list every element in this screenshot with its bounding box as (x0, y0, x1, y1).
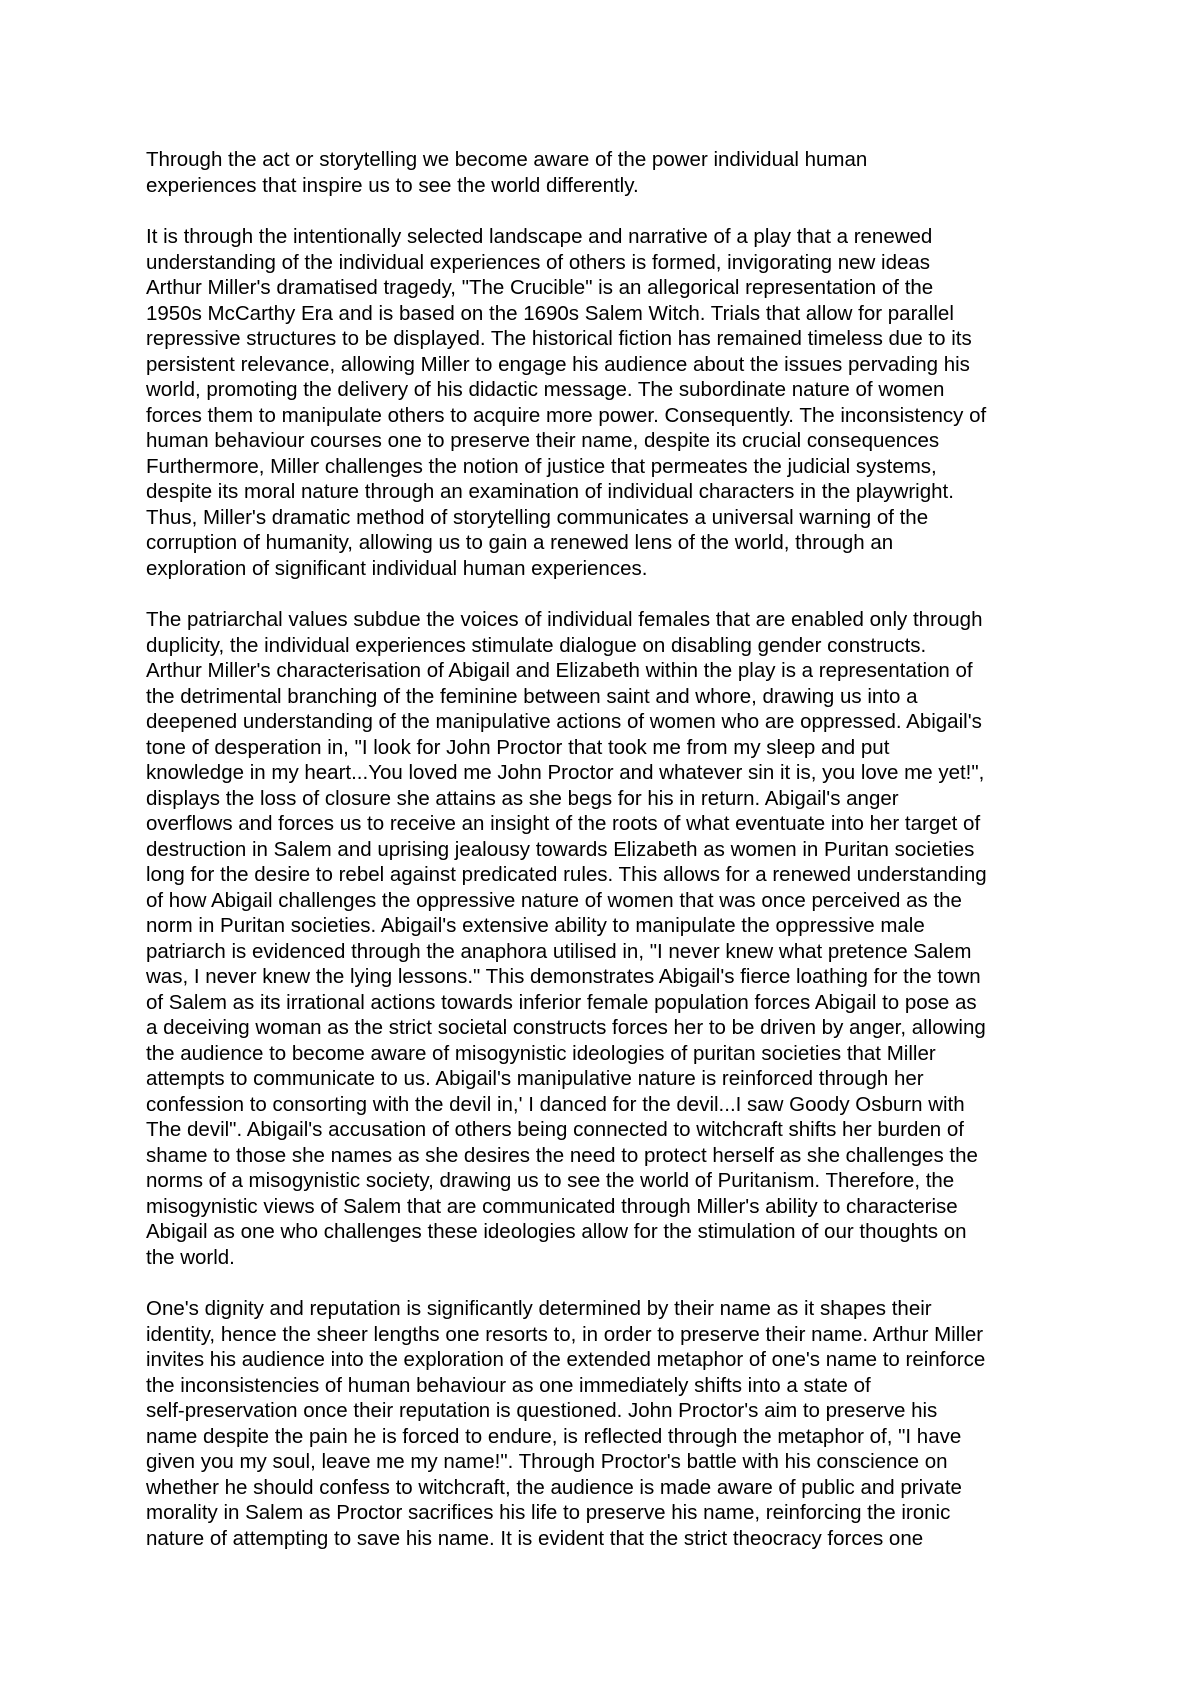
document-page (146, 147, 1076, 1577)
text-line: a deceiving woman as the strict societal constructs forces her to be driven by anger, allowing (146, 1016, 986, 1039)
text-line: the detrimental branching of the feminine between saint and whore, drawing us into a (146, 684, 918, 708)
text-line: norms of a misogynistic society, drawing us to see the world of Puritanism. Therefore, the (146, 1169, 955, 1192)
text-line: understanding of the individual experiences of others is formed, invigorating new ideas (146, 250, 931, 274)
text-line: The patriarchal values subdue the voices of individual females that are enabled only through (146, 608, 983, 631)
text-line: The devil". Abigail's accusation of others being connected to witchcraft shifts her burden of (146, 1118, 964, 1141)
text-line: the world. (146, 1245, 235, 1269)
paragraph (146, 607, 1076, 1270)
text-line: misogynistic views of Salem that are communicated through Miller's ability to characterise (146, 1194, 958, 1218)
text-line: displays the loss of closure she attains as she begs for his in return. Abigail's anger (146, 786, 899, 810)
text-line: morality in Salem as Proctor sacrifices his life to preserve his name, reinforcing the ironic (146, 1501, 951, 1524)
text-line: tone of desperation in, "I look for John Proctor that took me from my sleep and put (146, 735, 890, 759)
text-line: overflows and forces us to receive an insight of the roots of what eventuate into her target of (146, 812, 981, 835)
text-line: human behaviour courses one to preserve their name, despite its crucial consequences (146, 429, 940, 452)
text-line: persistent relevance, allowing Miller to engage his audience about the issues pervading his (146, 352, 970, 376)
text-line: Thus, Miller's dramatic method of storytelling communicates a universal warning of the (146, 505, 929, 529)
text-line: knowledge in my heart...You loved me John Proctor and whatever sin it is, you love me yet!", (146, 761, 985, 784)
text-line: identity, hence the sheer lengths one resorts to, in order to preserve their name. Arthur Miller (146, 1322, 984, 1346)
text-line: corruption of humanity, allowing us to gain a renewed lens of the world, through an (146, 531, 894, 554)
text-line: duplicity, the individual experiences stimulate dialogue on disabling gender constructs. (146, 633, 927, 657)
text-line: patriarch is evidenced through the anaphora utilised in, "I never knew what pretence Salem (146, 939, 972, 963)
text-line: repressive structures to be displayed. The historical fiction has remained timeless due to its (146, 327, 972, 350)
text-line: One's dignity and reputation is significantly determined by their name as it shapes their (146, 1297, 932, 1320)
text-line: self-preservation once their reputation is questioned. John Proctor's aim to preserve his (146, 1399, 938, 1422)
text-line: of Salem as its irrational actions towards inferior female population forces Abigail to pose as (146, 990, 977, 1014)
text-line: whether he should confess to witchcraft, the audience is made aware of public and private (146, 1475, 962, 1499)
text-line: Arthur Miller's dramatised tragedy, "The Crucible" is an allegorical representation of the (146, 276, 934, 299)
text-line: shame to those she names as she desires the need to protect herself as she challenges the (146, 1143, 978, 1167)
text-line: the inconsistencies of human behaviour as one immediately shifts into a state of (146, 1373, 871, 1397)
paragraph (146, 147, 1076, 198)
text-line: Abigail as one who challenges these ideologies allow for the stimulation of our thoughts on (146, 1220, 967, 1243)
text-line: of how Abigail challenges the oppressive nature of women that was once perceived as the (146, 888, 962, 912)
text-line: Furthermore, Miller challenges the notion of justice that permeates the judicial systems, (146, 454, 937, 478)
paragraph (146, 1296, 1076, 1551)
text-line: norm in Puritan societies. Abigail's extensive ability to manipulate the oppressive male (146, 914, 925, 937)
text-line: given you my soul, leave me my name!". Through Proctor's battle with his conscience on (146, 1450, 948, 1473)
text-line: Through the act or storytelling we become aware of the power individual human (146, 148, 868, 171)
text-line: name despite the pain he is forced to endure, is reflected through the metaphor of, "I have (146, 1424, 962, 1448)
text-line: attempts to communicate to us. Abigail's manipulative nature is reinforced through her (146, 1067, 924, 1090)
text-line: experiences that inspire us to see the world differently. (146, 173, 639, 197)
text-line: 1950s McCarthy Era and is based on the 1690s Salem Witch. Trials that allow for parallel (146, 301, 954, 325)
text-line: deepened understanding of the manipulative actions of women who are oppressed. Abigail's (146, 710, 982, 733)
text-line: destruction in Salem and uprising jealousy towards Elizabeth as women in Puritan societies (146, 837, 975, 861)
text-line: Arthur Miller's characterisation of Abigail and Elizabeth within the play is a representation of (146, 659, 973, 682)
text-line: forces them to manipulate others to acquire more power. Consequently. The inconsistency of (146, 403, 987, 427)
text-line: It is through the intentionally selected landscape and narrative of a play that a renewed (146, 225, 933, 248)
text-line: exploration of significant individual human experiences. (146, 556, 648, 580)
text-line: invites his audience into the exploration of the extended metaphor of one's name to reinforce (146, 1348, 986, 1371)
paragraph (146, 224, 1076, 581)
text-line: was, I never knew the lying lessons." This demonstrates Abigail's fierce loathing for the town (146, 965, 981, 988)
text-line: despite its moral nature through an examination of individual characters in the playwright. (146, 480, 954, 503)
text-line: confession to consorting with the devil in,' I danced for the devil...I saw Goody Osburn with (146, 1092, 965, 1116)
text-line: long for the desire to rebel against predicated rules. This allows for a renewed understanding (146, 863, 987, 886)
text-line: nature of attempting to save his name. It is evident that the strict theocracy forces one (146, 1526, 924, 1550)
text-line: the audience to become aware of misogynistic ideologies of puritan societies that Miller (146, 1041, 936, 1065)
text-line: world, promoting the delivery of his didactic message. The subordinate nature of women (146, 378, 945, 401)
